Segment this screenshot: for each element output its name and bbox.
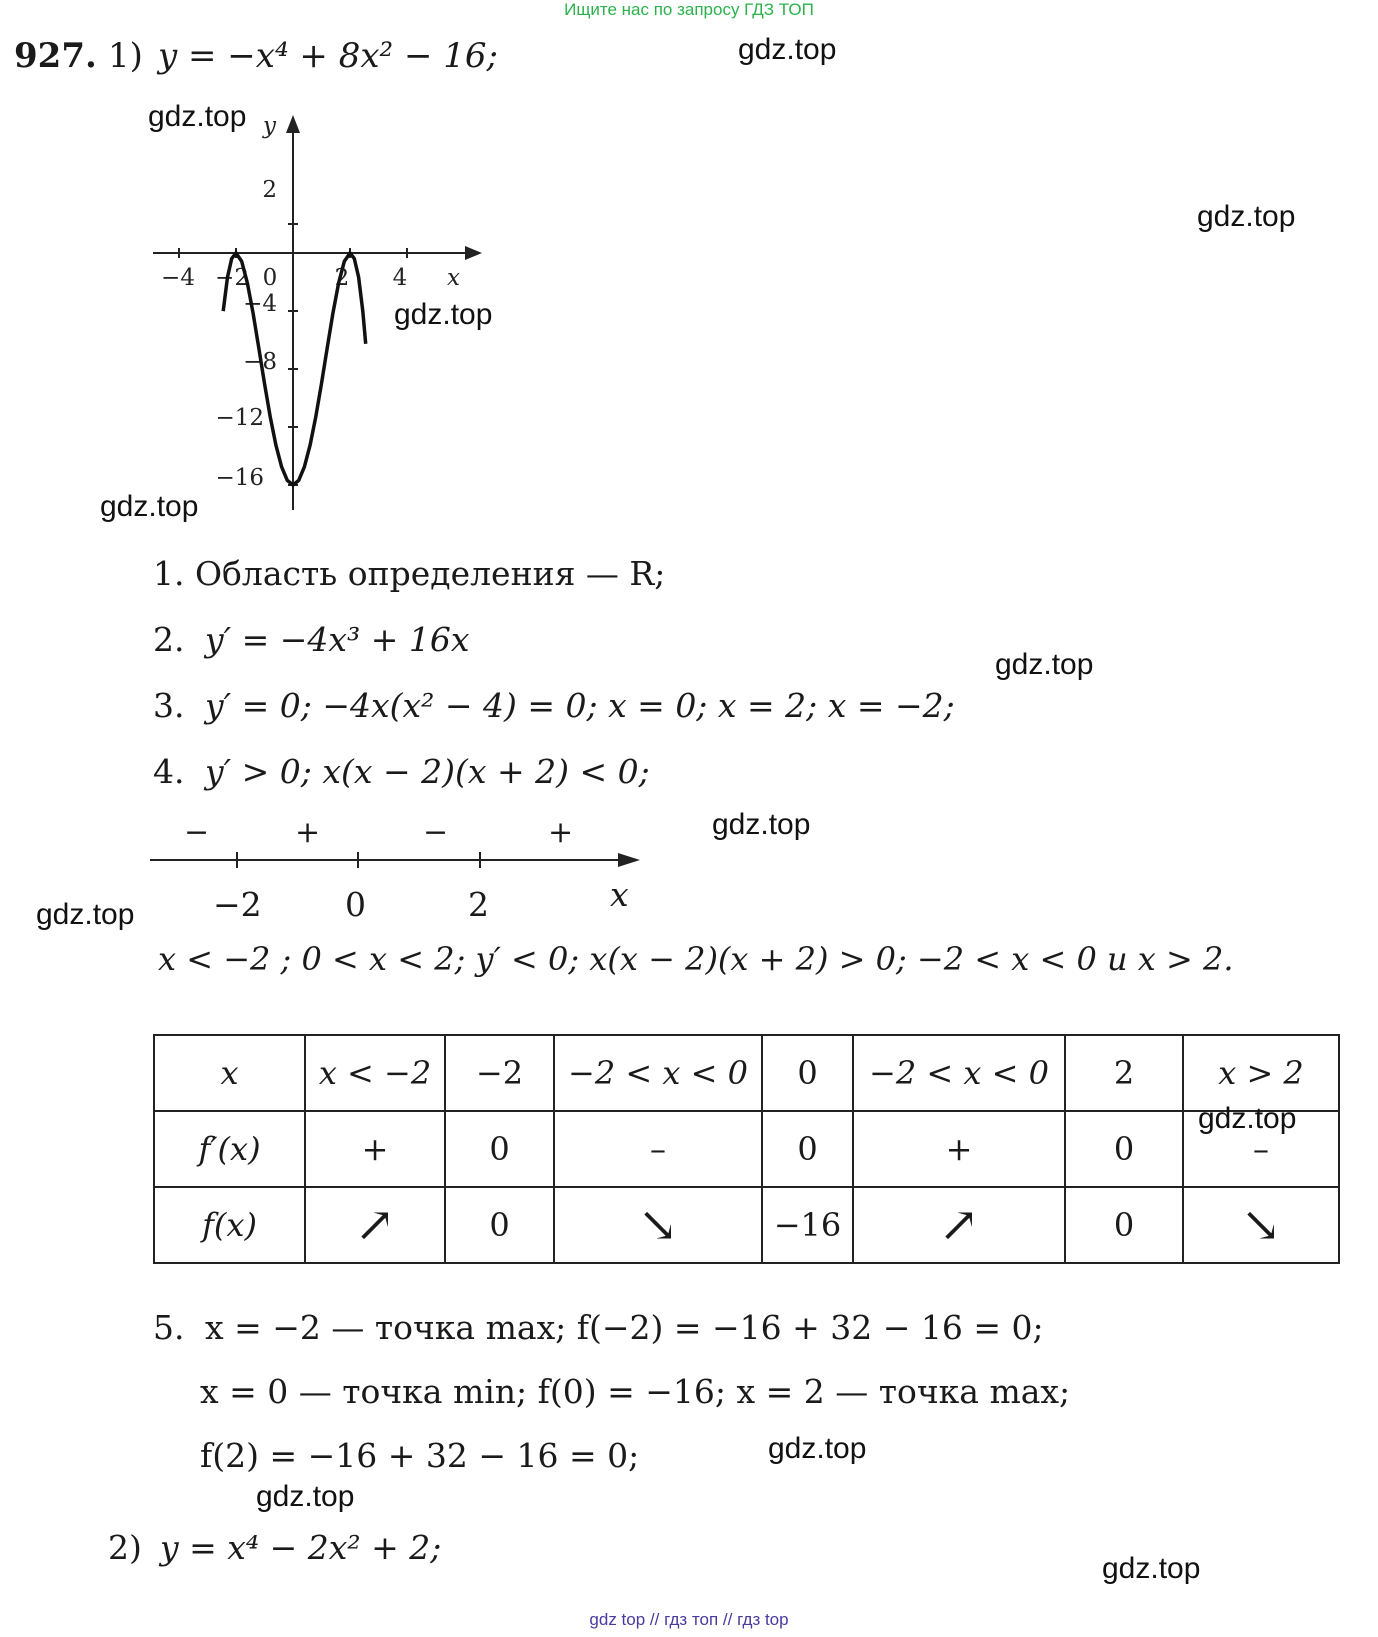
- watermark: gdz.top: [256, 1480, 355, 1513]
- table-cell: –: [554, 1111, 762, 1187]
- step-5-line-3: f(2) = −16 + 32 − 16 = 0;: [200, 1436, 640, 1475]
- step-4-number: 4.: [153, 752, 185, 791]
- watermark: gdz.top: [995, 648, 1094, 681]
- watermark: gdz.top: [1198, 1102, 1297, 1135]
- y-axis-label: y: [263, 113, 276, 139]
- x-tick-label: −4: [161, 265, 195, 291]
- watermark: gdz.top: [1197, 200, 1296, 233]
- watermark: gdz.top: [394, 298, 493, 331]
- step-3-number: 3.: [153, 686, 185, 725]
- sign-interval: −: [184, 815, 210, 850]
- sign-line-axis-label: x: [610, 875, 629, 914]
- table-cell: +: [305, 1111, 445, 1187]
- watermark: gdz.top: [768, 1432, 867, 1465]
- table-cell: x < −2: [305, 1035, 445, 1111]
- y-tick-label: −8: [243, 349, 277, 375]
- sign-line-point: 2: [468, 885, 489, 924]
- watermark: gdz.top: [100, 490, 199, 523]
- watermark: gdz.top: [148, 100, 247, 133]
- table-row: [154, 1111, 1339, 1187]
- table-cell: −2 < x < 0: [853, 1035, 1065, 1111]
- footer: gdz top // гдз топ // гдз top: [589, 1610, 789, 1629]
- sign-line-axis: [150, 845, 660, 875]
- x-axis: [153, 246, 482, 260]
- top-banner: Ищите нас по запросу ГДЗ ТОП: [564, 0, 814, 19]
- step-2: y′ = −4x³ + 16x: [205, 620, 470, 659]
- table-cell: 0: [1065, 1187, 1183, 1263]
- step-4: y′ > 0; x(x − 2)(x + 2) < 0;: [205, 752, 650, 791]
- step-1: 1. Область определения — R;: [153, 554, 666, 593]
- x-tick-label: 2: [334, 265, 350, 291]
- part1-label: 1): [108, 36, 143, 76]
- increasing-arrow-icon: ↗: [305, 1187, 445, 1263]
- step-4-result: x < −2 ; 0 < x < 2; y′ < 0; x(x − 2)(x + 2) > 0; −2 < x < 0 и x > 2.: [158, 940, 1234, 978]
- decreasing-arrow-icon: ↘: [554, 1187, 762, 1263]
- x-tick-label: −2: [215, 265, 249, 291]
- y-tick-label: 2: [262, 177, 277, 203]
- watermark: gdz.top: [36, 898, 135, 931]
- table-cell: −16: [762, 1187, 853, 1263]
- watermark: gdz.top: [712, 808, 811, 841]
- sign-interval: +: [295, 815, 321, 850]
- decreasing-arrow-icon: ↘: [1183, 1187, 1339, 1263]
- table-cell: –: [1183, 1111, 1339, 1187]
- y-tick-label: −16: [215, 465, 264, 491]
- table-cell: 0: [762, 1035, 853, 1111]
- table-cell: 0: [445, 1187, 554, 1263]
- watermark: gdz.top: [738, 33, 837, 66]
- step-3: y′ = 0; −4x(x² − 4) = 0; x = 0; x = 2; x = −2;: [205, 686, 955, 725]
- x-tick-label: 4: [392, 265, 408, 291]
- sign-number-line: [150, 815, 660, 935]
- table-row: [154, 1187, 1339, 1263]
- problem-number: 927.: [14, 36, 97, 76]
- step-2-number: 2.: [153, 620, 185, 659]
- step-5-line-1: x = −2 — точка max; f(−2) = −16 + 32 − 16 = 0;: [205, 1308, 1044, 1347]
- table-cell: 0: [1065, 1111, 1183, 1187]
- part1-function: y = −x⁴ + 8x² − 16;: [158, 36, 498, 76]
- sign-line-point: −2: [213, 885, 262, 924]
- sign-line-point: 0: [345, 885, 366, 924]
- table-row: [154, 1035, 1339, 1111]
- part2-label: 2): [108, 1528, 142, 1567]
- sign-interval: +: [548, 815, 574, 850]
- table-row-label: f′(x): [154, 1111, 305, 1187]
- table-cell: +: [853, 1111, 1065, 1187]
- table-row-label: f(x): [154, 1187, 305, 1263]
- watermark: gdz.top: [1102, 1552, 1201, 1585]
- increasing-arrow-icon: ↗: [853, 1187, 1065, 1263]
- y-tick-label: −12: [215, 405, 264, 431]
- table-cell: −2: [445, 1035, 554, 1111]
- table-cell: 0: [445, 1111, 554, 1187]
- table-cell: x > 2: [1183, 1035, 1339, 1111]
- part2-function: y = x⁴ − 2x² + 2;: [160, 1528, 442, 1567]
- x-axis-label: x: [447, 265, 460, 291]
- x-tick-label: 0: [262, 265, 278, 291]
- sign-interval: −: [423, 815, 449, 850]
- y-tick-label: −4: [243, 291, 277, 317]
- table-cell: 0: [762, 1111, 853, 1187]
- table-cell: 2: [1065, 1035, 1183, 1111]
- table-cell: x: [154, 1035, 305, 1111]
- table-cell: −2 < x < 0: [554, 1035, 762, 1111]
- monotonicity-table: [153, 1034, 1340, 1264]
- step-5-line-2: x = 0 — точка min; f(0) = −16; x = 2 — точка max;: [200, 1372, 1071, 1411]
- y-axis: [286, 115, 300, 510]
- step-5-number: 5.: [153, 1308, 185, 1347]
